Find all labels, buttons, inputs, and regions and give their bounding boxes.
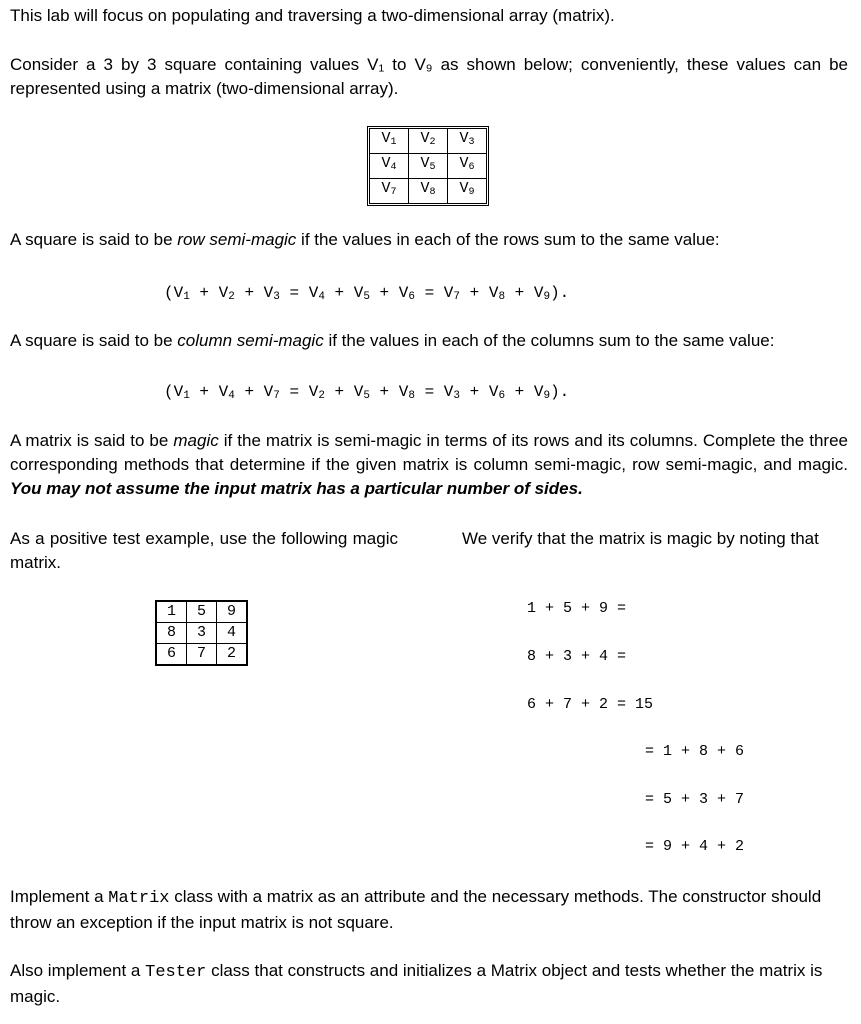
tester-class-code: Tester — [145, 963, 207, 982]
verify-text: We verify that the matrix is magic by noting that — [462, 529, 819, 548]
row-def-before: A square is said to be — [10, 230, 178, 249]
v-cell-9: $V_9$ — [448, 179, 487, 204]
magic-def-after: if the matrix is semi-magic in terms of its rows and its columns. Complete the three corresponding methods that determine if the given matrix is column semi-magic, row semi-magic, and magic. — [10, 431, 849, 474]
v-cell-7: $V_7$ — [370, 179, 409, 204]
magic-cell: 3 — [187, 623, 217, 644]
tester-before: Also implement a — [10, 961, 146, 980]
magic-cell: 2 — [217, 644, 248, 666]
row-def-after: if the values in each of the rows sum to the same value: — [296, 230, 720, 249]
row-semi-magic-definition — [10, 228, 720, 252]
sum-row-1: 1 + 5 + 9 = — [527, 600, 627, 617]
intro-paragraph: This lab will focus on populating and traversing a two-dimensional array (matrix). — [10, 6, 615, 25]
col-def-before: A square is said to be — [10, 331, 178, 350]
magic-cell: 8 — [156, 623, 187, 644]
v-cell-4: $V_4$ — [370, 154, 409, 179]
v-cell-2: $V_2$ — [409, 129, 448, 154]
magic-def-emphasis: You may not assume the input matrix has a particular number of sides. — [10, 479, 583, 498]
magic-def-term: magic — [173, 431, 219, 450]
v-cell-8: $V_8$ — [409, 179, 448, 204]
col-def-after: if the values in each of the columns sum to the same value: — [323, 331, 775, 350]
magic-matrix-table — [155, 600, 248, 666]
v-matrix-row — [370, 179, 487, 204]
sum-col-3: = 9 + 4 + 2 — [645, 838, 745, 855]
magic-matrix-row — [156, 601, 247, 623]
col-def-term: column semi-magic — [177, 331, 324, 350]
test-example-text: As a positive test example, use the following magic matrix. — [10, 529, 398, 572]
magic-cell: 5 — [187, 601, 217, 623]
v-matrix-row — [370, 129, 487, 154]
v-cell-5: $V_5$ — [409, 154, 448, 179]
magic-cell: 7 — [187, 644, 217, 666]
v-cell-6: $V_6$ — [448, 154, 487, 179]
magic-cell: 4 — [217, 623, 248, 644]
sum-row-3: 6 + 7 + 2 = 15 — [527, 696, 654, 713]
magic-cell: 9 — [217, 601, 248, 623]
row-equation: $(V_1 + V_2 + V_3 = V_4 + V_5 + V_6 = V_7 + V_8 + V_9)$. — [164, 284, 570, 303]
implement-after: class with a matrix as an attribute and the necessary methods. The constructor should throw an exception if the input matrix is not square. — [10, 887, 822, 932]
magic-cell: 1 — [156, 601, 187, 623]
column-semi-magic-definition — [10, 329, 774, 353]
matrix-class-code: Matrix — [108, 889, 170, 908]
sum-row-2: 8 + 3 + 4 = — [527, 648, 627, 665]
v-matrix-row — [370, 154, 487, 179]
sum-col-1: = 1 + 8 + 6 — [645, 743, 745, 760]
implement-before: Implement a — [10, 887, 109, 906]
sum-col-2: = 5 + 3 + 7 — [645, 791, 745, 808]
magic-definition — [10, 429, 848, 501]
magic-def-before: A matrix is said to be — [10, 431, 174, 450]
v-cell-1: $V_1$ — [370, 129, 409, 154]
magic-matrix-row — [156, 623, 247, 644]
v-cell-3: $V_3$ — [448, 129, 487, 154]
v-matrix-table — [369, 128, 487, 204]
consider-paragraph: Consider a 3 by 3 square containing values V₁ to V₉ as shown below; conveniently, these values can be represented using a matrix (two-dimensional array). — [10, 55, 848, 98]
implement-matrix-paragraph — [10, 885, 848, 935]
tester-after: class that constructs and initializes a Matrix object and tests whether the matrix is magic. — [10, 961, 823, 1006]
implement-tester-paragraph — [10, 959, 848, 1009]
row-def-term: row semi-magic — [177, 230, 297, 249]
column-equation: $(V_1 + V_4 + V_7 = V_2 + V_5 + V_8 = V_3 + V_6 + V_9)$. — [164, 383, 570, 402]
magic-matrix-row — [156, 644, 247, 666]
magic-cell: 6 — [156, 644, 187, 666]
